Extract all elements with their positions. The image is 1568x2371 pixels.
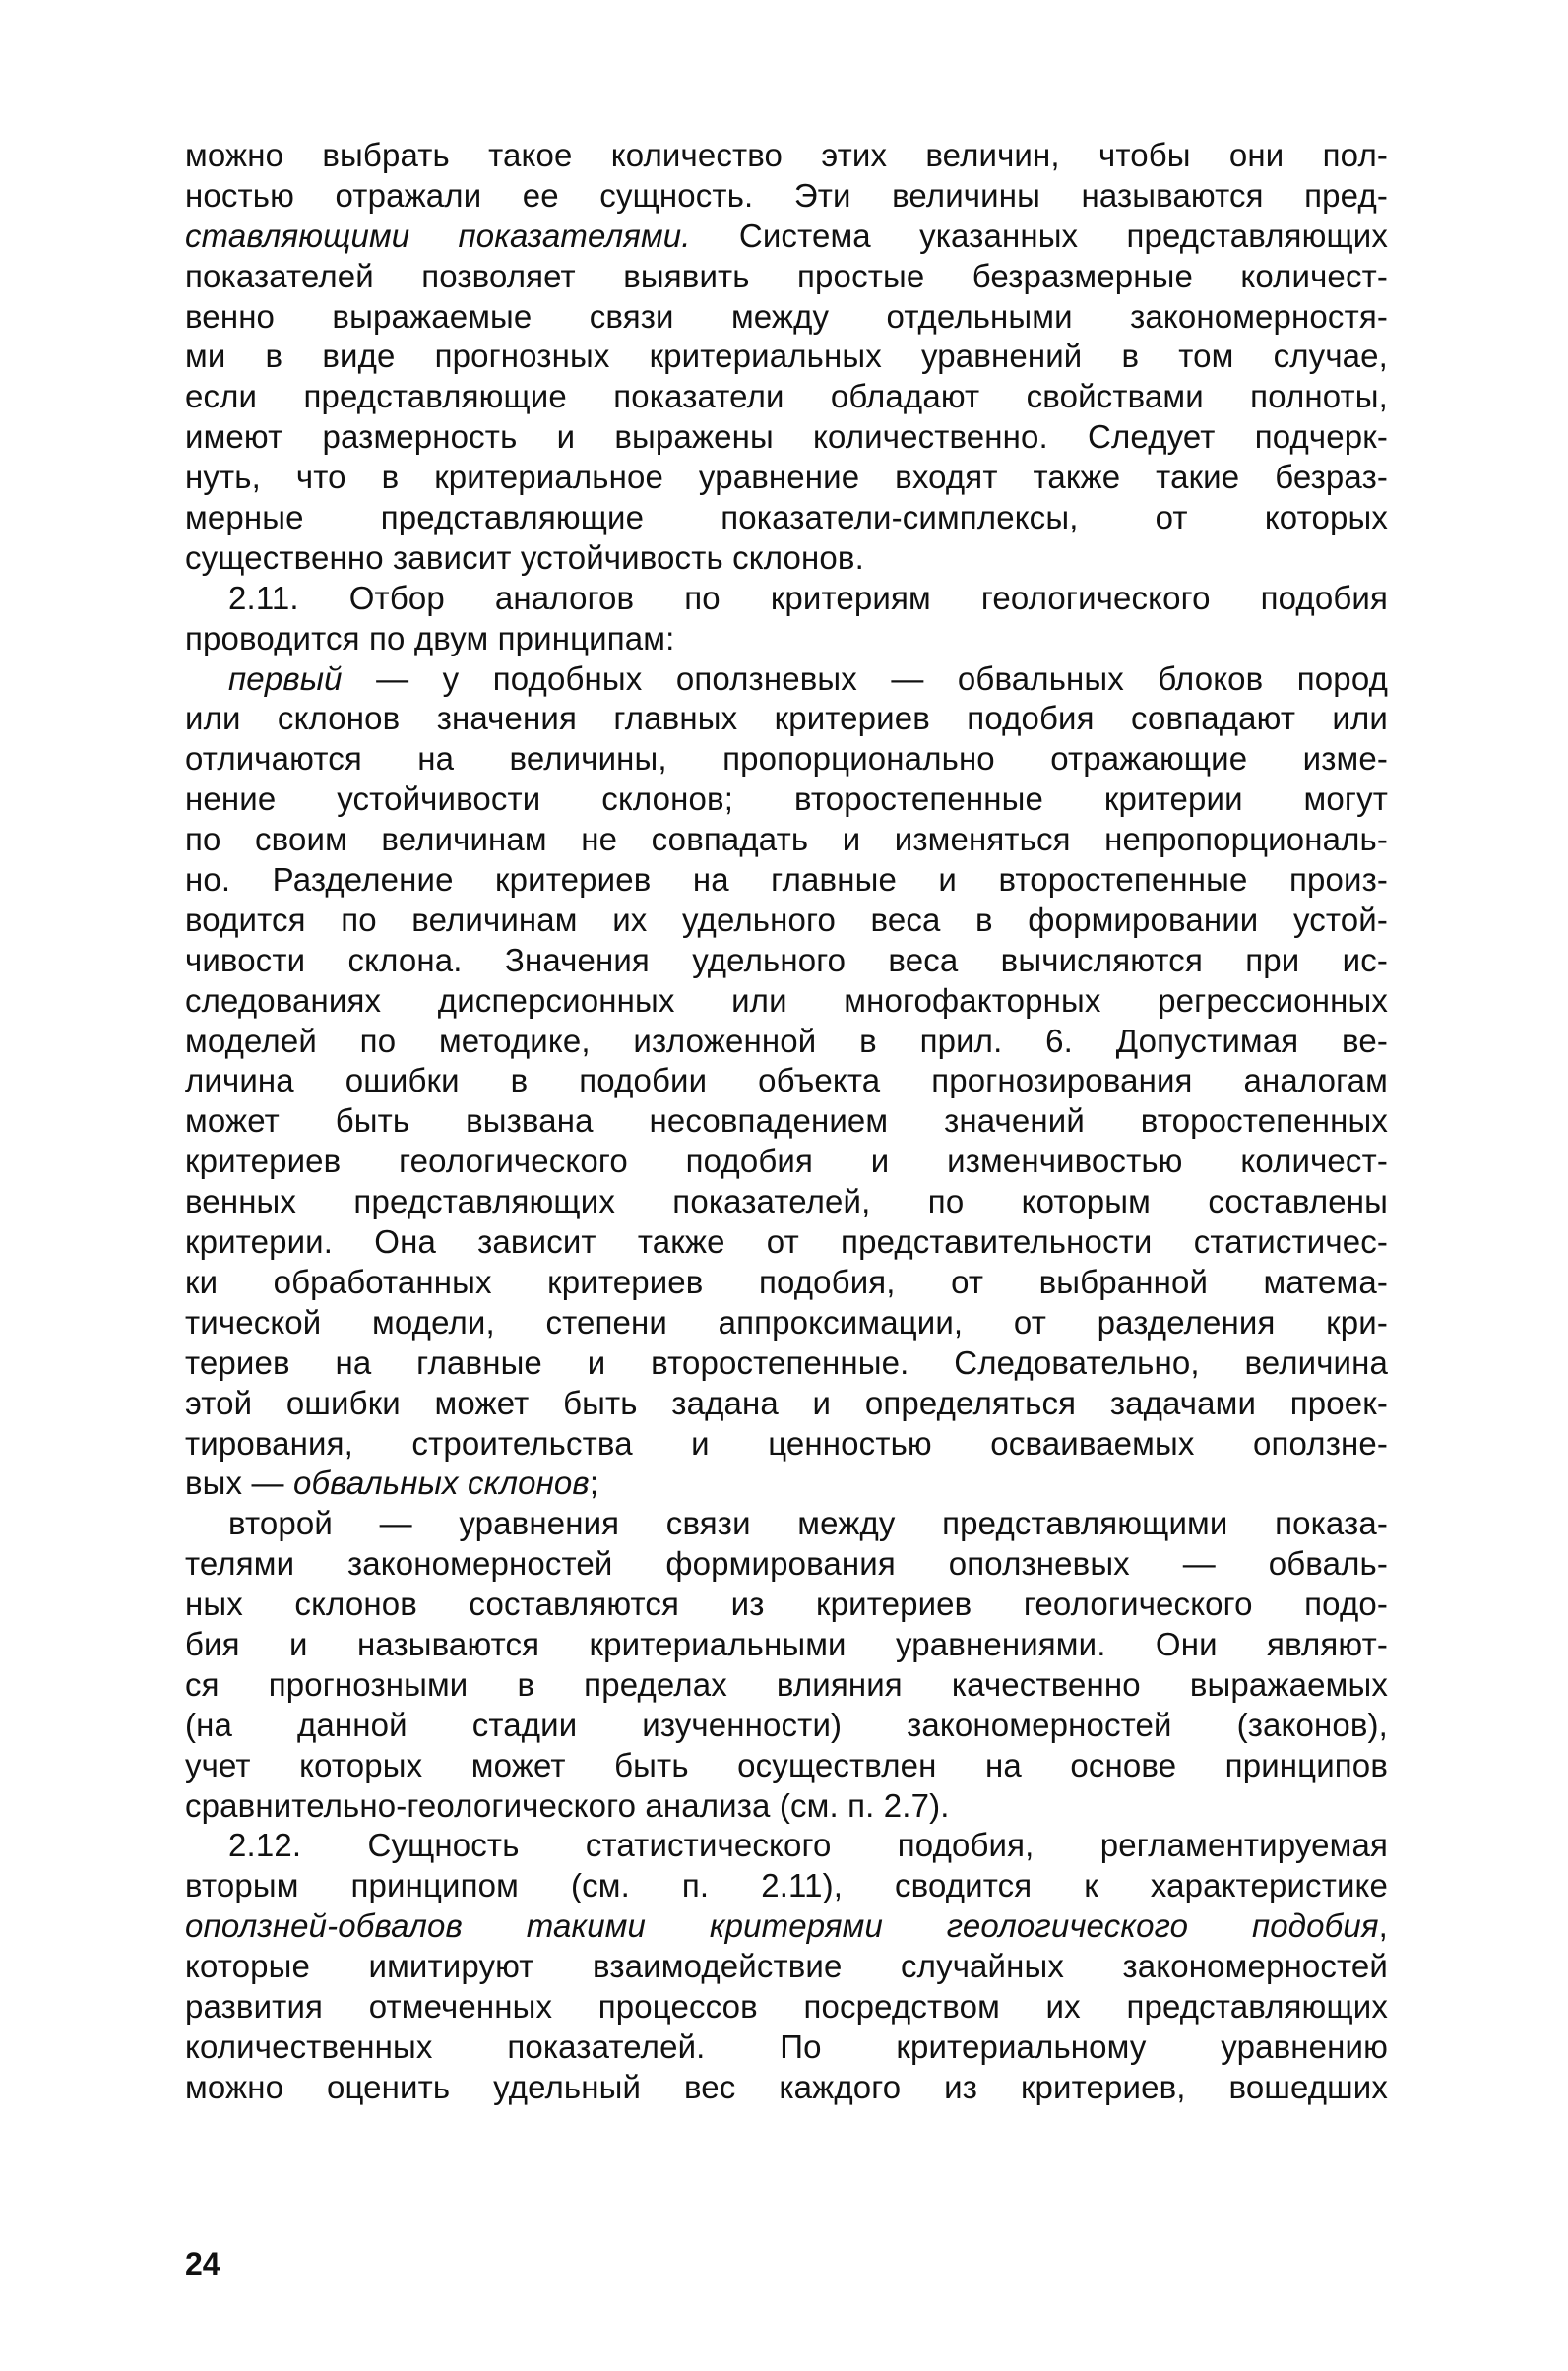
- body-text: [185, 136, 1388, 2108]
- text-line: ся прогнозными в пределах влияния качественно выражаемых: [185, 1665, 1388, 1703]
- text-line: проводится по двум принципам:: [185, 619, 675, 656]
- text-line: количественных показателей. По критериальному уравнению: [185, 2028, 1388, 2065]
- text-line: второй — уравнения связи между представляющими показа-: [228, 1505, 1388, 1542]
- text-line: существенно зависит устойчивость склонов.: [185, 538, 864, 576]
- text-line: тической модели, степени аппроксимации, от разделения кри-: [185, 1303, 1388, 1341]
- text-line: можно оценить удельный вес каждого из критериев, вошедших: [185, 2068, 1388, 2105]
- text-line: [185, 659, 1388, 700]
- text-line: имеют размерность и выражены количественно. Следует подчерк-: [185, 418, 1388, 456]
- text-run: — у подобных оползневых — обвальных блоков пород: [342, 659, 1388, 697]
- text-line: [185, 1464, 1388, 1504]
- text-line: может быть вызвана несовпадением значений второстепенных: [185, 1102, 1388, 1140]
- italic-term: оползней-обвалов такими критерями геологического подобия: [185, 1907, 1379, 1945]
- text-line: венных представляющих показателей, по которым составлены: [185, 1183, 1388, 1220]
- text-line: следованиях дисперсионных или многофакторных регрессионных: [185, 981, 1388, 1019]
- page-number: 24: [185, 2246, 220, 2281]
- text-line: критерии. Она зависит также от представительности статистичес-: [185, 1223, 1388, 1261]
- text-line: развития отмеченных процессов посредством их представляющих: [185, 1987, 1388, 2025]
- text-line: водится по величинам их удельного веса в формировании устой-: [185, 901, 1388, 938]
- text-run: ;: [589, 1465, 599, 1502]
- text-line: териев на главные и второстепенные. Следовательно, величина: [185, 1343, 1388, 1381]
- paragraph-2-11: [185, 579, 1388, 659]
- text-line: мерные представляющие показатели-симплексы, от которых: [185, 499, 1388, 536]
- text-line: венно выражаемые связи между отдельными закономерностя-: [185, 297, 1388, 335]
- text-line: можно выбрать такое количество этих величин, чтобы они пол-: [185, 137, 1388, 173]
- text-run: Система указанных представляющих: [690, 217, 1388, 254]
- paragraph: [185, 136, 1388, 579]
- text-line: этой ошибки может быть задана и определяться задачами проек-: [185, 1384, 1388, 1421]
- paragraph-2-12: [185, 1826, 1388, 2107]
- text-run: ,: [1378, 1907, 1388, 1945]
- text-line: тирования, строительства и ценностью осваиваемых оползне-: [185, 1424, 1388, 1462]
- text-line: [185, 217, 1388, 257]
- text-line: [185, 1906, 1388, 1947]
- italic-term: первый: [228, 659, 343, 697]
- text-line: которые имитируют взаимодействие случайных закономерностей: [185, 1948, 1388, 1985]
- text-line: сравнительно-геологического анализа (см. п. 2.7).: [185, 1786, 950, 1824]
- paragraph-first-principle: [185, 659, 1388, 1505]
- text-line: учет которых может быть осуществлен на основе принципов: [185, 1746, 1388, 1783]
- text-line: по своим величинам не совпадать и изменяться непропорциональ-: [185, 821, 1388, 858]
- text-line: но. Разделение критериев на главные и второстепенные произ-: [185, 861, 1388, 899]
- text-line: отличаются на величины, пропорционально отражающие изме-: [185, 740, 1388, 778]
- text-line: моделей по методике, изложенной в прил. 6. Допустимая ве-: [185, 1022, 1388, 1059]
- italic-term: обвальных склонов: [293, 1465, 590, 1502]
- text-line: чивости склона. Значения удельного веса вычисляются при ис-: [185, 941, 1388, 978]
- text-line: ных склонов составляются из критериев геологического подо-: [185, 1586, 1388, 1623]
- text-line: телями закономерностей формирования оползневых — обваль-: [185, 1545, 1388, 1583]
- text-line: критериев геологического подобия и изменчивостью количест-: [185, 1143, 1388, 1180]
- text-line: если представляющие показатели обладают свойствами полноты,: [185, 378, 1388, 415]
- text-line: показателей позволяет выявить простые безразмерные количест-: [185, 257, 1388, 294]
- text-line: 2.12. Сущность статистического подобия, регламентируемая: [228, 1827, 1388, 1864]
- text-line: (на данной стадии изученности) закономерностей (законов),: [185, 1706, 1388, 1743]
- italic-term: ставляющими показателями.: [185, 217, 691, 254]
- text-line: или склонов значения главных критериев подобия совпадают или: [185, 700, 1388, 737]
- paragraph-second-principle: [185, 1504, 1388, 1826]
- text-line: личина ошибки в подобии объекта прогнозирования аналогам: [185, 1062, 1388, 1099]
- text-line: бия и называются критериальными уравнениями. Они являют-: [185, 1625, 1388, 1662]
- text-run: вых —: [185, 1465, 293, 1502]
- text-line: ки обработанных критериев подобия, от выбранной матема-: [185, 1263, 1388, 1300]
- text-line: нуть, что в критериальное уравнение входят также такие безраз-: [185, 459, 1388, 496]
- text-line: нение устойчивости склонов; второстепенные критерии могут: [185, 780, 1388, 818]
- text-line: ми в виде прогнозных критериальных уравнений в том случае,: [185, 338, 1388, 375]
- text-line: 2.11. Отбор аналогов по критериям геологического подобия: [228, 579, 1388, 616]
- text-line: вторым принципом (см. п. 2.11), сводится к характеристике: [185, 1867, 1388, 1904]
- text-line: ностью отражали ее сущность. Эти величины называются пред-: [185, 176, 1388, 214]
